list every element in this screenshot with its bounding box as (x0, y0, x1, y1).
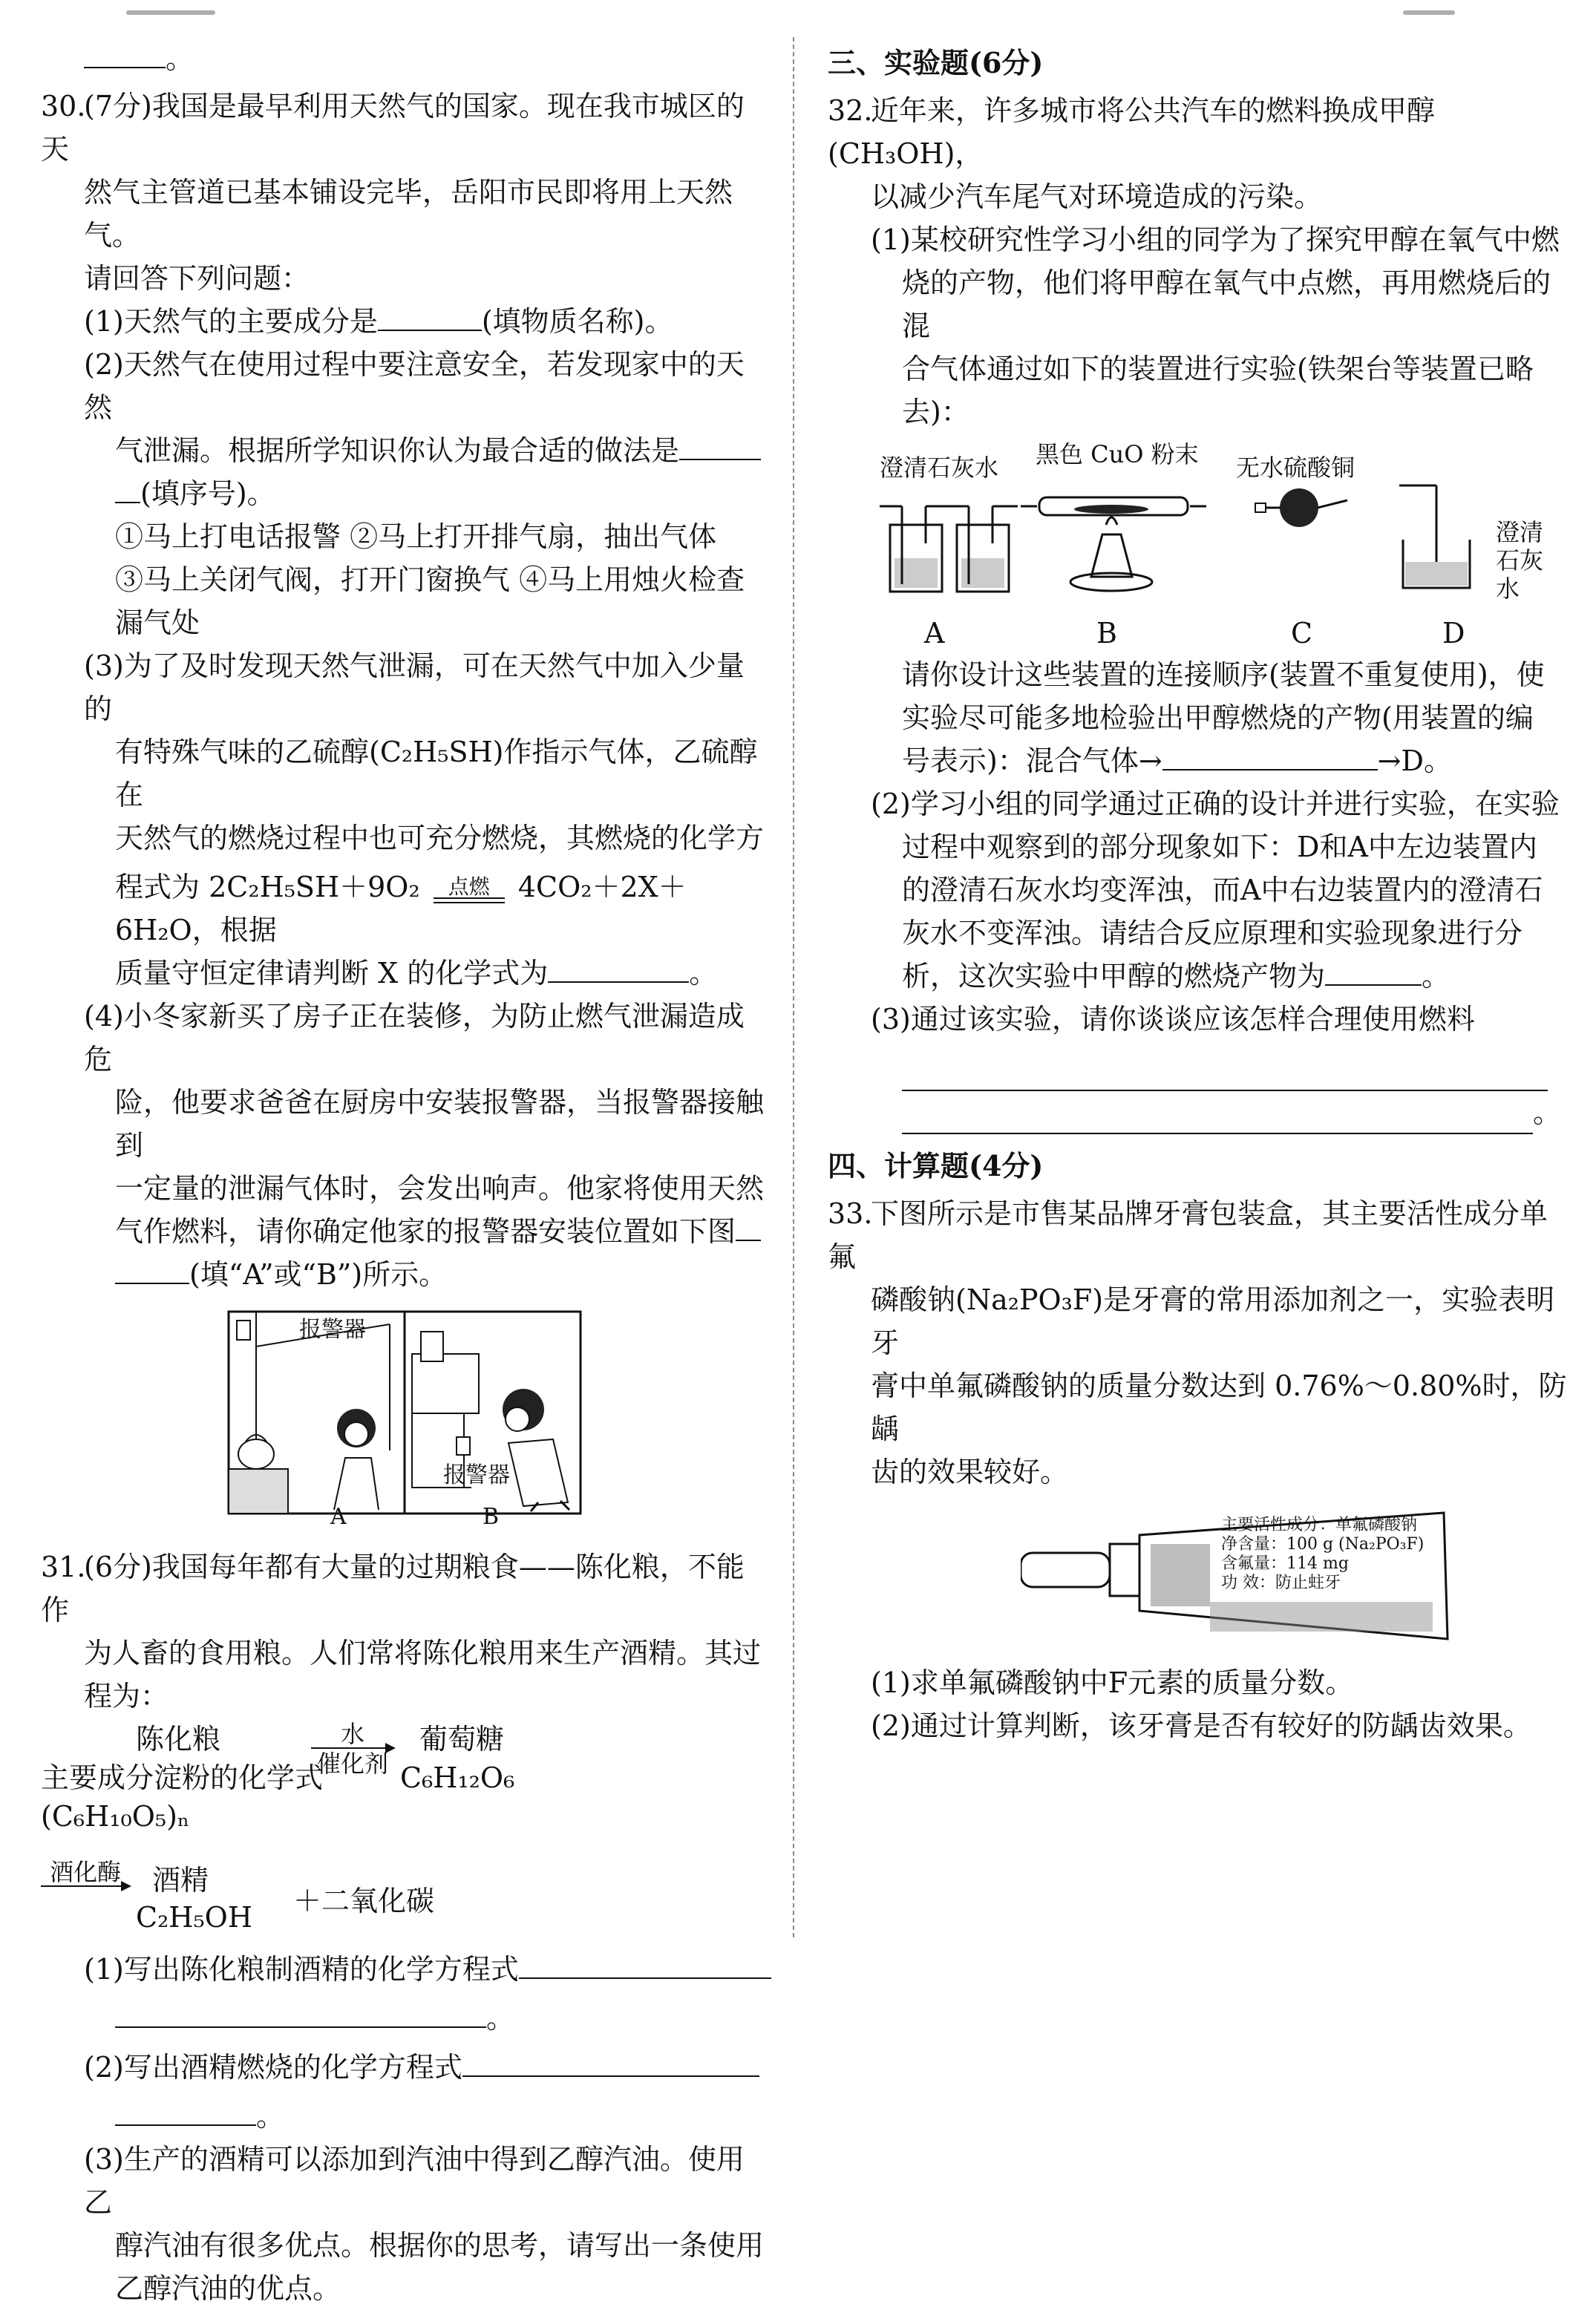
q32-part-2-line4: 灰水不变浑浊。请结合反应原理和实验现象进行分 (902, 917, 1523, 949)
q33-part-1: (1)求单氟磷酸钠中F元素的质量分数。 (871, 1666, 1354, 1699)
q31-part-3-line2: 醇汽油有很多优点。根据你的思考，请写出一条使用 (115, 2229, 765, 2262)
q31-process-diagram (41, 1718, 772, 1859)
kitchen-illustration (226, 1309, 583, 1532)
label-d: D (1442, 617, 1465, 650)
label-anhydrous-cuso4: 无水硫酸铜 (1236, 454, 1355, 482)
q33-stem: 33.下图所示是市售某品牌牙膏包装盒，其主要活性成分单氟 (828, 1197, 1548, 1273)
q31-part-3: (3)生产的酒精可以添加到汽油中得到乙醇汽油。使用乙 (84, 2143, 745, 2219)
label-b: B (1096, 617, 1117, 650)
scan-artifact (1403, 10, 1455, 15)
q31-part-3-line3: 乙醇汽油的优点。 (115, 2272, 341, 2305)
q32-part-3: (3)通过该实验，请你谈谈应该怎样合理使用燃料 (871, 1003, 1475, 1035)
label-cuo-powder: 黑色 CuO 粉末 (1036, 440, 1199, 468)
q30-part-3-line5: 质量守恒定律请判断 X 的化学式为 。 (41, 952, 772, 995)
q30-stem: 30.(7分)我国是最早利用天然气的国家。现在我市城区的天 (41, 90, 745, 166)
q33-part-2: (2)通过计算判断，该牙膏是否有较好的防龋齿效果。 (871, 1709, 1531, 1742)
q30-part-2-line3: (填序号)。 (41, 472, 772, 515)
q33-stem-4: 齿的效果较好。 (871, 1456, 1069, 1488)
q30-stem-3: 请回答下列问题： (84, 262, 310, 295)
label-limewater-a: 澄清石灰水 (880, 454, 999, 482)
column-divider (793, 37, 794, 1937)
label-a: A (924, 617, 945, 650)
arrow-1: 水 催化剂 (311, 1721, 394, 1779)
node-old-grain: 陈化粮 (136, 1723, 221, 1756)
label-c: C (1291, 617, 1313, 650)
q30-part-4-line5: (填“A”或“B”)所示。 (41, 1253, 772, 1296)
label-limewater-d: 澄清石灰水 (1496, 518, 1544, 603)
q32-part-2-line2: 过程中观察到的部分现象如下：D和A中左边装置内 (902, 831, 1537, 863)
q31-stem: 31.(6分)我国每年都有大量的过期粮食——陈化粮，不能作 (41, 1551, 745, 1626)
q33-stem-3: 膏中单氟磷酸钠的质量分数达到 0.76%～0.80%时，防龋 (871, 1370, 1567, 1445)
q30-part-3-line3: 天然气的燃烧过程中也可充分燃烧，其燃烧的化学方 (115, 822, 765, 854)
q32-part-1-line4: 去)： (902, 396, 969, 428)
q30-part-4: (4)小冬家新买了房子正在装修，为防止燃气泄漏造成危 (84, 1000, 745, 1076)
q31-stem-3: 程为： (84, 1680, 169, 1712)
q30-part-3: (3)为了及时发现天然气泄漏，可在天然气中加入少量的 (84, 650, 745, 725)
q31-stem-2: 为人畜的食用粮。人们常将陈化粮用来生产酒精。其过 (84, 1637, 762, 1669)
alarm-label-bottom: 报警器 (443, 1462, 510, 1488)
q30-options-3-4: ③马上关闭气阀，打开门窗换气 ④马上用烛火检查 (115, 563, 745, 596)
section-3-title: 三、实验题(6分) (828, 46, 1044, 79)
q32-part-1-line6: 实验尽可能多地检验出甲醇燃烧的产物(用装置的编 (902, 701, 1534, 734)
prev-answer-line: 。 (41, 37, 772, 80)
q30-part-4-line3: 一定量的泄漏气体时，会发出响声。他家将使用天然 (115, 1172, 765, 1205)
apparatus-figure (880, 440, 1548, 650)
q32-part-2: (2)学习小组的同学通过正确的设计并进行实验，在实验 (871, 788, 1560, 820)
q32-part-2-line5: 析，这次实验中甲醇的燃烧产物为 。 (828, 955, 1570, 998)
q30-option-4-cont: 漏气处 (115, 606, 200, 639)
left-column (41, 37, 772, 2310)
q32-part-2-line3: 的澄清石灰水均变浑浊，而A中右边装置内的澄清石 (902, 874, 1543, 906)
q30-part-4-line2: 险，他要求爸爸在厨房中安装报警器，当报警器接触到 (115, 1086, 765, 1162)
node-alcohol: 酒精 (152, 1864, 209, 1897)
toothpaste-figure (1021, 1507, 1451, 1648)
q33-stem-2: 磷酸钠(Na₂PO₃F)是牙膏的常用添加剂之一，实验表明牙 (871, 1283, 1555, 1359)
section-4-title: 四、计算题(4分) (828, 1149, 1044, 1182)
figure-label-a: A (330, 1504, 347, 1530)
figure-label-b: B (483, 1504, 500, 1530)
node-co2: ＋二氧化碳 (293, 1885, 435, 1917)
arrow-2: 酒化酶 (41, 1859, 130, 1887)
q30-equation: 程式为 2C₂H₅SH＋9O₂ 点燃 4CO₂＋2X＋6H₂O，根据 (115, 871, 687, 946)
q32-part-1-line2: 烧的产物，他们将甲醇在氧气中点燃，再用燃烧后的混 (902, 266, 1551, 342)
q32-part-1-line3: 合气体通过如下的装置进行实验(铁架台等装置已略 (902, 353, 1534, 385)
node-glucose: 葡萄糖 (419, 1723, 505, 1756)
q30-part-3-line2: 有特殊气味的乙硫醇(C₂H₅SH)作指示气体，乙硫醇在 (115, 736, 758, 811)
q31-part-1-line2: 。 (41, 1997, 772, 2040)
node-alcohol-formula: C₂H₅OH (136, 1901, 252, 1934)
toothpaste-label: 主要活性成分：单氟磷酸钠 净含量：100 g (Na₂PO₃F) 含氟量：114 mg 功 效：防止蛀牙 (1221, 1516, 1425, 1592)
q31-part-2: (2)写出酒精燃烧的化学方程式 (41, 2046, 772, 2089)
q32-answer-lines: 。 (828, 1051, 1570, 1134)
right-column (828, 37, 1570, 1747)
question-32 (828, 89, 1570, 1134)
scan-artifact (126, 10, 215, 15)
q30-stem-2: 然气主管道已基本铺设完毕，岳阳市民即将用上天然气。 (84, 176, 733, 252)
question-31 (41, 1545, 772, 2310)
q30-options-1-2: ①马上打电话报警 ②马上打开排气扇，抽出气体 (115, 520, 717, 553)
q30-part-4-line4: 气作燃料，请你确定他家的报警器安装位置如下图 (41, 1210, 772, 1253)
q30-part-2-line2: 气泄漏。根据所学知识你认为最合适的做法是 (41, 429, 772, 472)
q32-part-1-line7: 号表示)：混合气体→ →D。 (828, 739, 1570, 782)
q32-stem-2: 以减少汽车尾气对环境造成的污染。 (871, 180, 1323, 213)
q30-part-2: (2)天然气在使用过程中要注意安全，若发现家中的天然 (84, 348, 745, 424)
q32-part-1-line5: 请你设计这些装置的连接顺序(装置不重复使用)，使 (902, 658, 1545, 691)
kitchen-alarm-figure (226, 1309, 583, 1532)
q31-part-2-line2: 。 (41, 2095, 772, 2138)
q32-part-1: (1)某校研究性学习小组的同学为了探究甲醇在氧气中燃 (871, 223, 1560, 256)
node-glucose-formula: C₆H₁₂O₆ (400, 1761, 515, 1794)
q31-part-1: (1)写出陈化粮制酒精的化学方程式 (41, 1948, 772, 1991)
q32-stem: 32.近年来，许多城市将公共汽车的燃料换成甲醇(CH₃OH)， (828, 94, 1436, 170)
node-old-grain-sub: 主要成分淀粉的化学式 (41, 1761, 324, 1794)
question-33 (828, 1192, 1570, 1747)
alarm-label-top: 报警器 (299, 1317, 366, 1343)
node-old-grain-formula: (C₆H₁₀O₅)ₙ (41, 1800, 190, 1833)
q31-process-diagram-2 (41, 1859, 772, 1948)
question-30 (41, 85, 772, 1532)
q30-part-1: (1)天然气的主要成分是 (填物质名称)。 (41, 300, 772, 343)
